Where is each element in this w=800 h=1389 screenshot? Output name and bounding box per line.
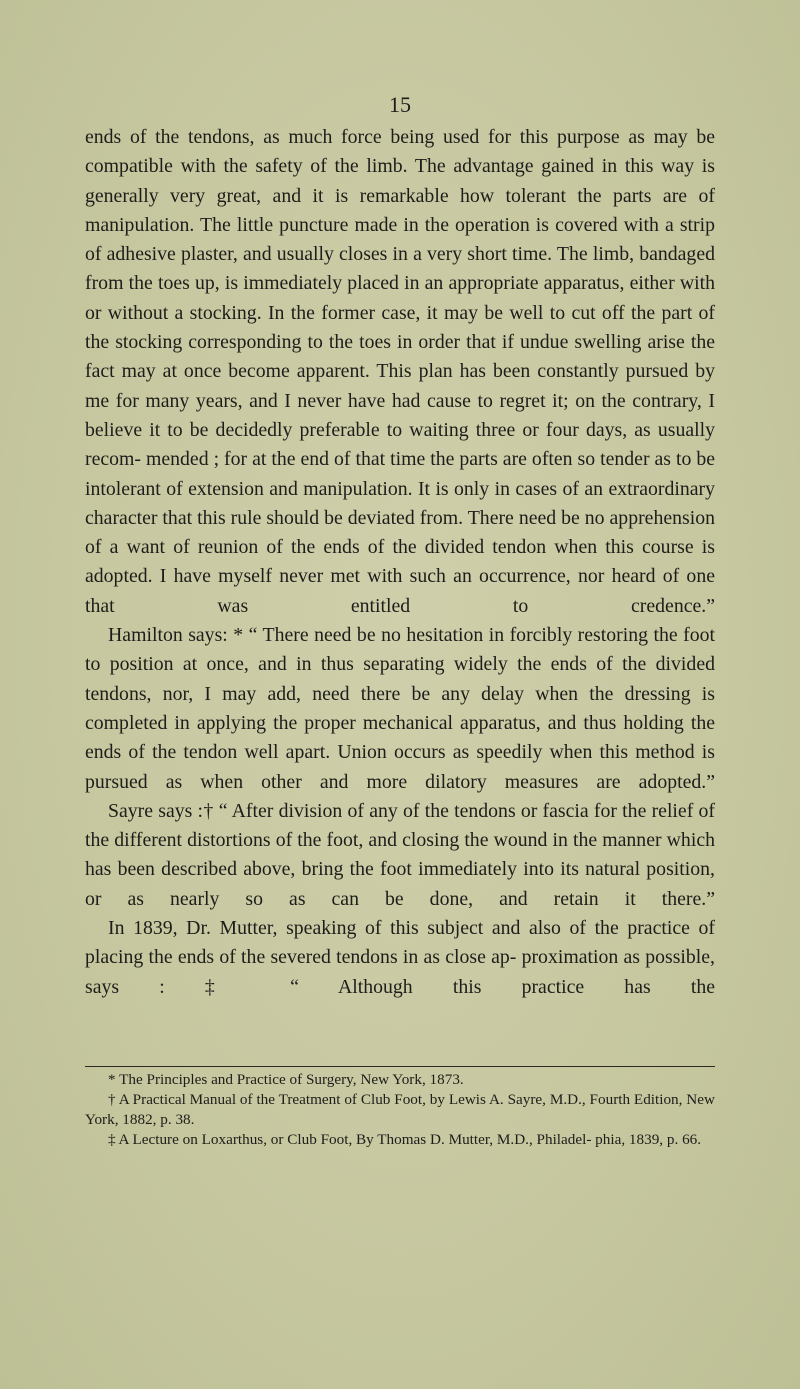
- footnote-mutter: ‡ A Lecture on Loxarthus, or Club Foot, By Thomas D. Mutter, M.D., Philadel- phia, 1839, p. 66.: [108, 1131, 702, 1148]
- footnotes: [85, 1070, 715, 1150]
- paragraph-hamilton: Hamilton says: * “ There need be no hesitation in forcibly restoring the foot to position at once, and in thus separating widely the ends of the divided tendons, nor, I may add, need there be any delay when the dressing is completed in applying the proper mechanical apparatus, and thus holding the ends of the tendon well apart. Union occurs as speedily when this method is pursued as when other and more dilatory measures are adopted.”: [85, 624, 715, 793]
- footnote-hamilton: * The Principles and Practice of Surgery, New York, 1873.: [108, 1071, 464, 1088]
- paragraph-continuation: ends of the tendons, as much force being used for this purpose as may be compatible with the safety of the limb. The advantage gained in this way is generally very great, and it is remarkable how tolerant the parts are of manipulation. The little puncture made in the operation is covered with a strip of adhesive plaster, and usually closes in a very short time. The limb, bandaged from the toes up, is immediately placed in an appropriate apparatus, either with or without a stocking. In the former case, it may be well to cut off the part of the stocking corresponding to the toes in order that if undue swelling arise the fact may at once become apparent. This plan has been constantly pursued by me for many years, and I never have had cause to regret it; on the contrary, I believe it to be decidedly preferable to waiting three or four days, as usually recom- mended ; for at the end of that time the parts are often so tender as to be intolerant of extension and manipulation. It is only in cases of an extraordinary character that this rule should be deviated from. There need be no apprehension of a want of reunion of the ends of the divided tendon when this course is adopted. I have myself never met with such an occurrence, nor heard of one that was entitled to credence.”: [85, 126, 715, 617]
- paragraph-sayre: Sayre says :† “ After division of any of the tendons or fascia for the relief of the different distortions of the foot, and closing the wound in the manner which has been described above, bring the foot immediately into its natural position, or as nearly so as can be done, and retain it there.”: [85, 799, 715, 910]
- footnote-sayre: † A Practical Manual of the Treatment of Club Foot, by Lewis A. Sayre, M.D., Fourth Edition, New York, 1882, p. 38.: [85, 1091, 715, 1128]
- paragraph-mutter: In 1839, Dr. Mutter, speaking of this subject and also of the practice of placing the ends of the severed tendons in as close ap- proximation as possible, says : ‡ “ Although this practice has the: [85, 917, 715, 998]
- body-text: [85, 123, 715, 1002]
- footnote-divider: [85, 1066, 715, 1067]
- page-number: 15: [389, 92, 411, 117]
